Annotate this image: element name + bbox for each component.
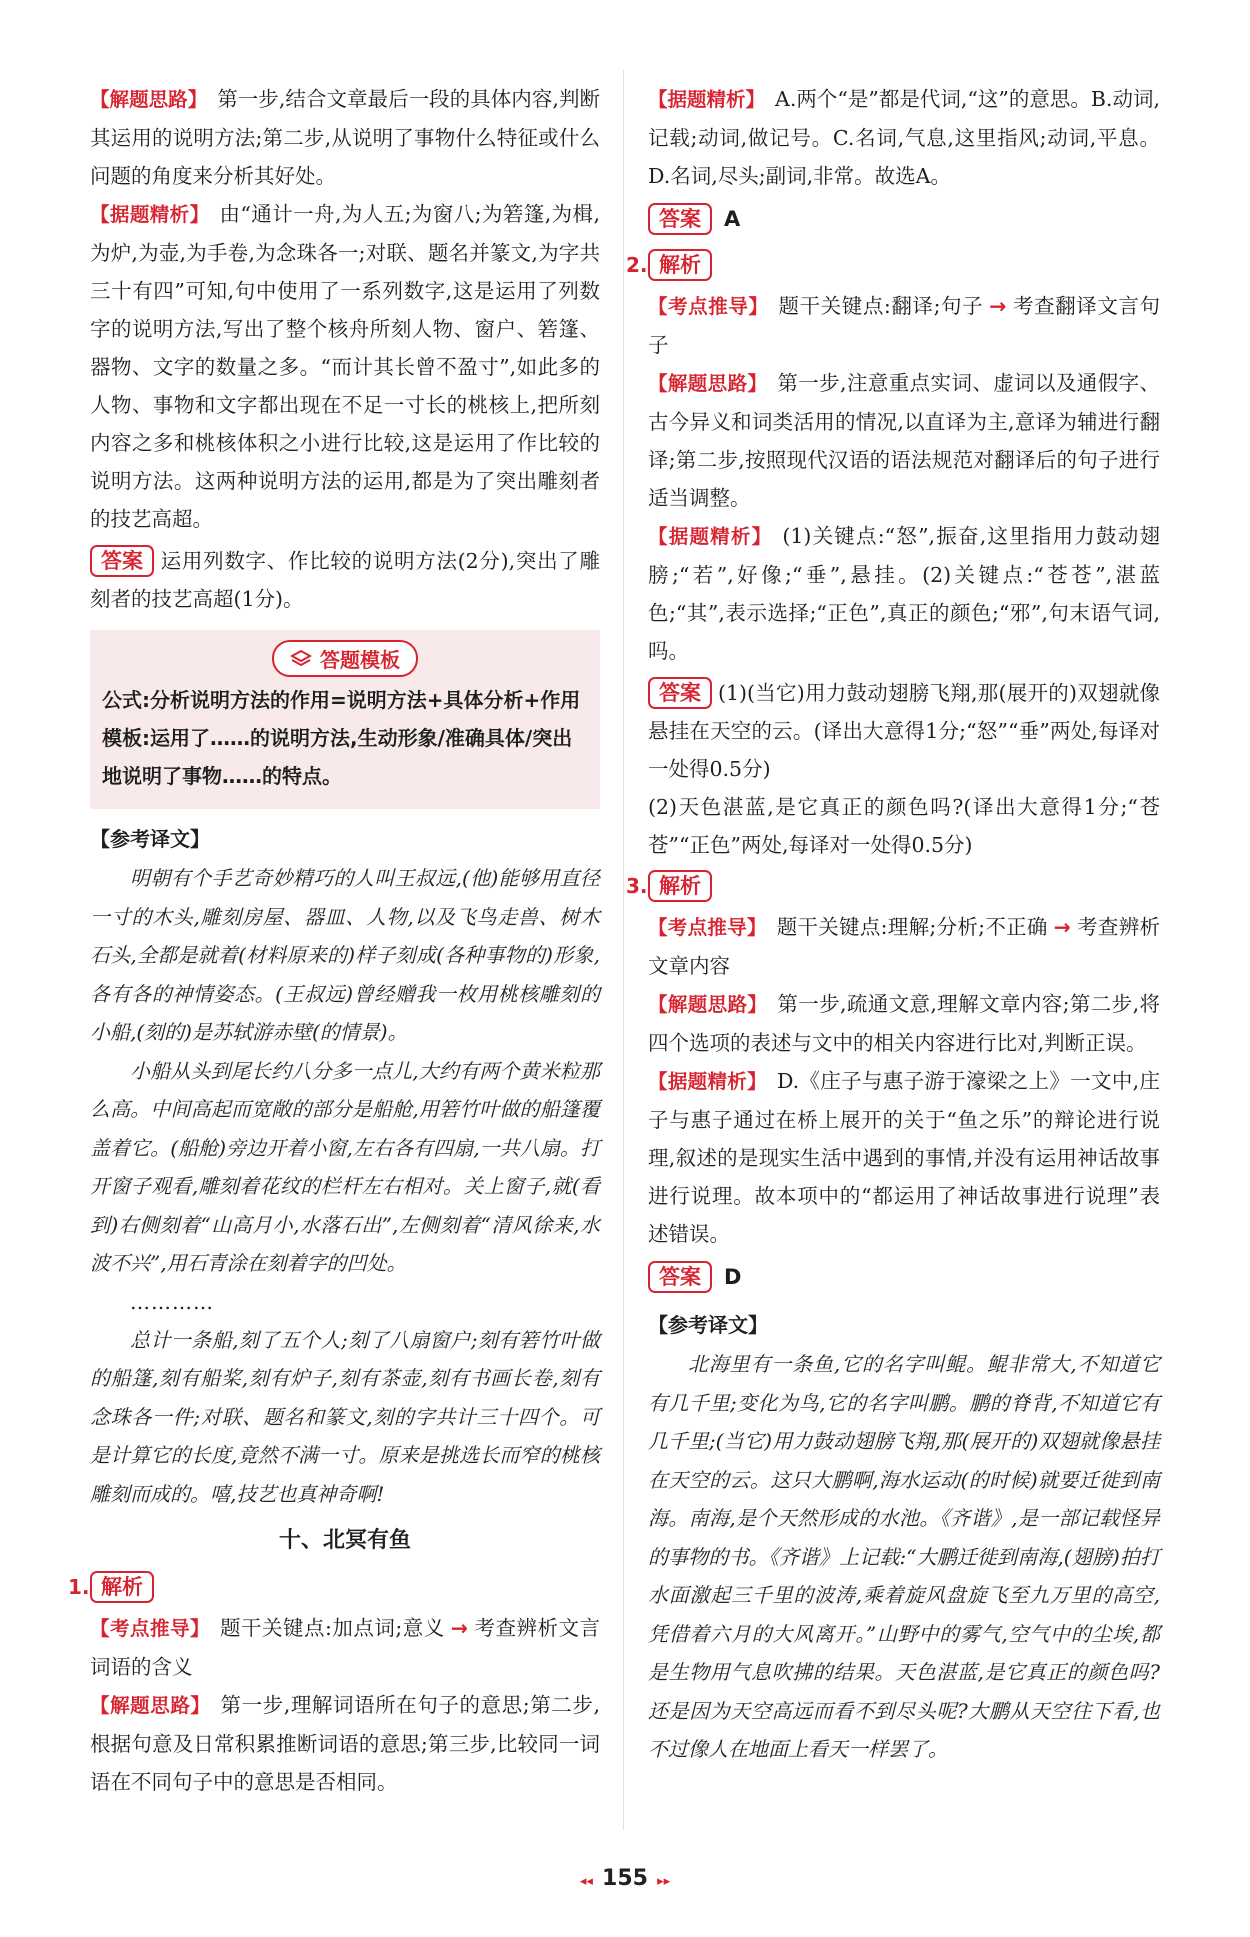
chapter-title: 十、北冥有鱼 bbox=[278, 1528, 411, 1553]
point-result: 考查翻译文言句子 bbox=[648, 294, 1160, 357]
point-result: 考查辨析文言词语的含义 bbox=[90, 1616, 600, 1679]
reference-paragraph: 明朝有个手艺奇妙精巧的人叫王叔远,(他)能够用直径一寸的木头,雕刻房屋、器皿、人物,以及飞鸟走兽、树木石头,全都是就着(材料原来的)样子刻成(各种事物的)形象,各有各的神情姿态。(王叔远)曾经赠我一枚用桃核雕刻的小船,(刻的)是苏轼游赤壁(的情景)。 bbox=[90, 866, 600, 1044]
reference-paragraph: 小船从头到尾长约八分多一点儿,大约有两个黄米粒那么高。中间高起而宽敞的部分是船舱,用箬竹叶做的船篷覆盖着它。(船舱)旁边开着小窗,左右各有四扇,一共八扇。打开窗子观看,雕刻着花纹的栏杆左右相对。关上窗子,就(看到)右侧刻着“山高月小,水落石出”,左侧刻着“清风徐来,水波不兴”,用石青涂在刻着字的凹处。 bbox=[90, 1058, 600, 1275]
thinking-text: 第一步,疏通文意,理解文章内容;第二步,将四个选项的表述与文中的相关内容进行比对,判断正误。 bbox=[648, 992, 1160, 1055]
thinking-text: 第一步,理解词语所在句子的意思;第二步,根据句意及日常积累推断词语的意思;第三步,比较同一词语在不同句子中的意思是否相同。 bbox=[90, 1693, 600, 1794]
prev-arrows-icon: ◂◂ bbox=[579, 1874, 593, 1889]
page-footer bbox=[0, 1866, 1250, 1891]
q2-thinking bbox=[648, 364, 1160, 517]
q9-analysis bbox=[90, 195, 600, 538]
answer-letter: A bbox=[724, 207, 741, 231]
point-text: 题干关键点:翻译;句子 bbox=[778, 294, 984, 318]
template-title: 答题模板 bbox=[320, 648, 400, 672]
answer-text: 运用列数字、作比较的说明方法(2分),突出了雕刻者的技艺高超(1分)。 bbox=[90, 549, 600, 611]
analysis-badge: 解析 bbox=[648, 870, 712, 902]
point-label: 【考点推导】 bbox=[648, 295, 769, 318]
page-number: 155 bbox=[602, 1866, 648, 1891]
analysis-label: 【据题精析】 bbox=[648, 525, 773, 548]
right-arrow-icon: → bbox=[1053, 915, 1071, 939]
next-arrows-icon: ▸▸ bbox=[657, 1874, 671, 1889]
layers-icon bbox=[290, 649, 312, 669]
q3-analysis bbox=[648, 1062, 1160, 1253]
analysis-badge: 解析 bbox=[90, 1571, 154, 1603]
q2-answer-2: (2)天色湛蓝,是它真正的颜色吗?(译出大意得1分;“苍苍”“正色”两处,每译对一处得0.5分) bbox=[648, 795, 1160, 857]
reference-translation-title: 【参考译文】 bbox=[648, 1313, 768, 1337]
analysis-label: 【据题精析】 bbox=[648, 88, 766, 111]
formula-label: 公式: bbox=[102, 688, 150, 712]
reference-translation-title: 【参考译文】 bbox=[90, 827, 210, 851]
thinking-text: 第一步,注意重点实词、虚词以及通假字、古今异义和词类活用的情况,以直译为主,意译为辅进行翻译;第二步,按照现代汉语的语法规范对翻译后的句子进行适当调整。 bbox=[648, 371, 1160, 510]
question-number: 2. bbox=[626, 253, 648, 277]
right-column bbox=[626, 80, 1160, 1769]
right-arrow-icon: → bbox=[989, 294, 1007, 318]
q2-answer bbox=[648, 674, 1160, 788]
answer-badge: 答案 bbox=[648, 1261, 712, 1293]
q9-answer bbox=[90, 542, 600, 618]
answer-template-box bbox=[90, 630, 600, 809]
q1-analysis bbox=[648, 80, 1160, 195]
analysis-label: 【据题精析】 bbox=[648, 1070, 767, 1093]
question-number: 3. bbox=[626, 874, 648, 898]
model-label: 模板: bbox=[102, 726, 150, 750]
question-3-header bbox=[626, 864, 1160, 908]
point-label: 【考点推导】 bbox=[648, 916, 767, 939]
answer-badge: 答案 bbox=[90, 545, 154, 577]
analysis-text: A.两个“是”都是代词,“这”的意思。B.动词,记载;动词,做记号。C.名词,气息,这里指风;动词,平息。D.名词,尽头;副词,非常。故选A。 bbox=[648, 87, 1160, 188]
analysis-text: 由“通计一舟,为人五;为窗八;为箬篷,为楫,为炉,为壶,为手卷,为念珠各一;对联、题名并篆文,为字共三十有四”可知,句中使用了一系列数字,这是运用了列数字的说明方法,写出了整个核舟所刻人物、窗户、箬篷、器物、文字的数量之多。“而计其长曾不盈寸”,如此多的人物、事物和文字都出现在不足一寸长的桃核上,把所刻内容之多和桃核体积之小进行比较,这是运用了作比较的说明方法。这两种说明方法的运用,都是为了突出雕刻者的技艺高超。 bbox=[90, 202, 600, 531]
thinking-label: 【解题思路】 bbox=[648, 372, 768, 395]
thinking-text: 第一步,结合文章最后一段的具体内容,判断其运用的说明方法;第二步,从说明了事物什么特征或什么问题的角度来分析其好处。 bbox=[90, 87, 600, 188]
point-label: 【考点推导】 bbox=[90, 1617, 210, 1640]
point-text: 题干关键点:加点词;意义 bbox=[220, 1616, 445, 1640]
thinking-label: 【解题思路】 bbox=[90, 88, 208, 111]
q1-point bbox=[90, 1609, 600, 1686]
model-text: 运用了……的说明方法,生动形象/准确具体/突出地说明了事物……的特点。 bbox=[102, 726, 573, 788]
reference-paragraph: 总计一条船,刻了五个人;刻了八扇窗户;刻有箬竹叶做的船篷,刻有船桨,刻有炉子,刻有茶壶,刻有书画长卷,刻有念珠各一件;对联、题名和篆文,刻的字共计三十四个。可是计算它的长度,竟然不满一寸。原来是挑选长而窄的桃核雕刻而成的。嘻,技艺也真神奇啊! bbox=[90, 1327, 600, 1506]
answer-badge: 答案 bbox=[648, 677, 712, 709]
analysis-badge: 解析 bbox=[648, 249, 712, 281]
q2-point bbox=[648, 287, 1160, 364]
q1-thinking bbox=[90, 1686, 600, 1801]
q3-thinking bbox=[648, 985, 1160, 1062]
question-number: 1. bbox=[68, 1575, 90, 1599]
q3-answer bbox=[648, 1255, 1160, 1299]
q3-point bbox=[648, 908, 1160, 985]
ellipsis-line: ………… bbox=[130, 1289, 214, 1314]
q9-thinking bbox=[90, 80, 600, 195]
reference-paragraph: 北海里有一条鱼,它的名字叫鲲。鲲非常大,不知道它有几千里;变化为鸟,它的名字叫鹏。鹏的脊背,不知道它有几千里;(当它)用力鼓动翅膀飞翔,那(展开的)双翅就像悬挂在天空的云。这只大鹏啊,海水运动(的时候)就要迁徙到南海。南海,是个天然形成的水池。《齐谐》,是一部记载怪异的事物的书。《齐谐》上记载:“大鹏迁徙到南海,(翅膀)拍打水面激起三千里的波涛,乘着旋风盘旋飞至九万里的高空,凭借着六月的大风离开。”山野中的雾气,空气中的尘埃,都是生物用气息吹拂的结果。天色湛蓝,是它真正的颜色吗?还是因为天空高远而看不到尽头呢?大鹏从天空往下看,也不过像人在地面上看天一样罢了。 bbox=[648, 1352, 1160, 1761]
template-title-row bbox=[102, 640, 588, 677]
q1-answer bbox=[648, 197, 1160, 241]
template-formula bbox=[102, 681, 588, 719]
template-title-pill bbox=[272, 640, 418, 677]
answer-text: (1)(当它)用力鼓动翅膀飞翔,那(展开的)双翅就像悬挂在天空的云。(译出大意得1分;“怒”“垂”两处,每译对一处得0.5分) bbox=[648, 681, 1160, 781]
thinking-label: 【解题思路】 bbox=[90, 1694, 211, 1717]
left-column bbox=[68, 80, 600, 1801]
question-2-header bbox=[626, 243, 1160, 287]
q2-analysis bbox=[648, 517, 1160, 670]
analysis-label: 【据题精析】 bbox=[90, 203, 210, 226]
template-model bbox=[102, 719, 588, 795]
point-text: 题干关键点:理解;分析;不正确 bbox=[776, 915, 1048, 939]
answer-letter: D bbox=[724, 1265, 742, 1289]
formula-text: 分析说明方法的作用=说明方法+具体分析+作用 bbox=[150, 688, 581, 712]
thinking-label: 【解题思路】 bbox=[648, 993, 768, 1016]
question-1-header bbox=[68, 1565, 600, 1609]
point-result: 考查辨析文章内容 bbox=[648, 915, 1160, 978]
answer-badge: 答案 bbox=[648, 203, 712, 235]
right-arrow-icon: → bbox=[450, 1616, 468, 1640]
analysis-text: D.《庄子与惠子游于濠梁之上》一文中,庄子与惠子通过在桥上展开的关于“鱼之乐”的辩论进行说理,叙述的是现实生活中遇到的事情,并没有运用神话故事进行说理。故本项中的“都运用了神话故事进行说理”表述错误。 bbox=[648, 1069, 1160, 1246]
analysis-text: (1)关键点:“怒”,振奋,这里指用力鼓动翅膀;“若”,好像;“垂”,悬挂。(2)关键点:“苍苍”,湛蓝色;“其”,表示选择;“正色”,真正的颜色;“邪”,句末语气词,吗。 bbox=[648, 524, 1160, 663]
column-divider bbox=[623, 70, 624, 1830]
